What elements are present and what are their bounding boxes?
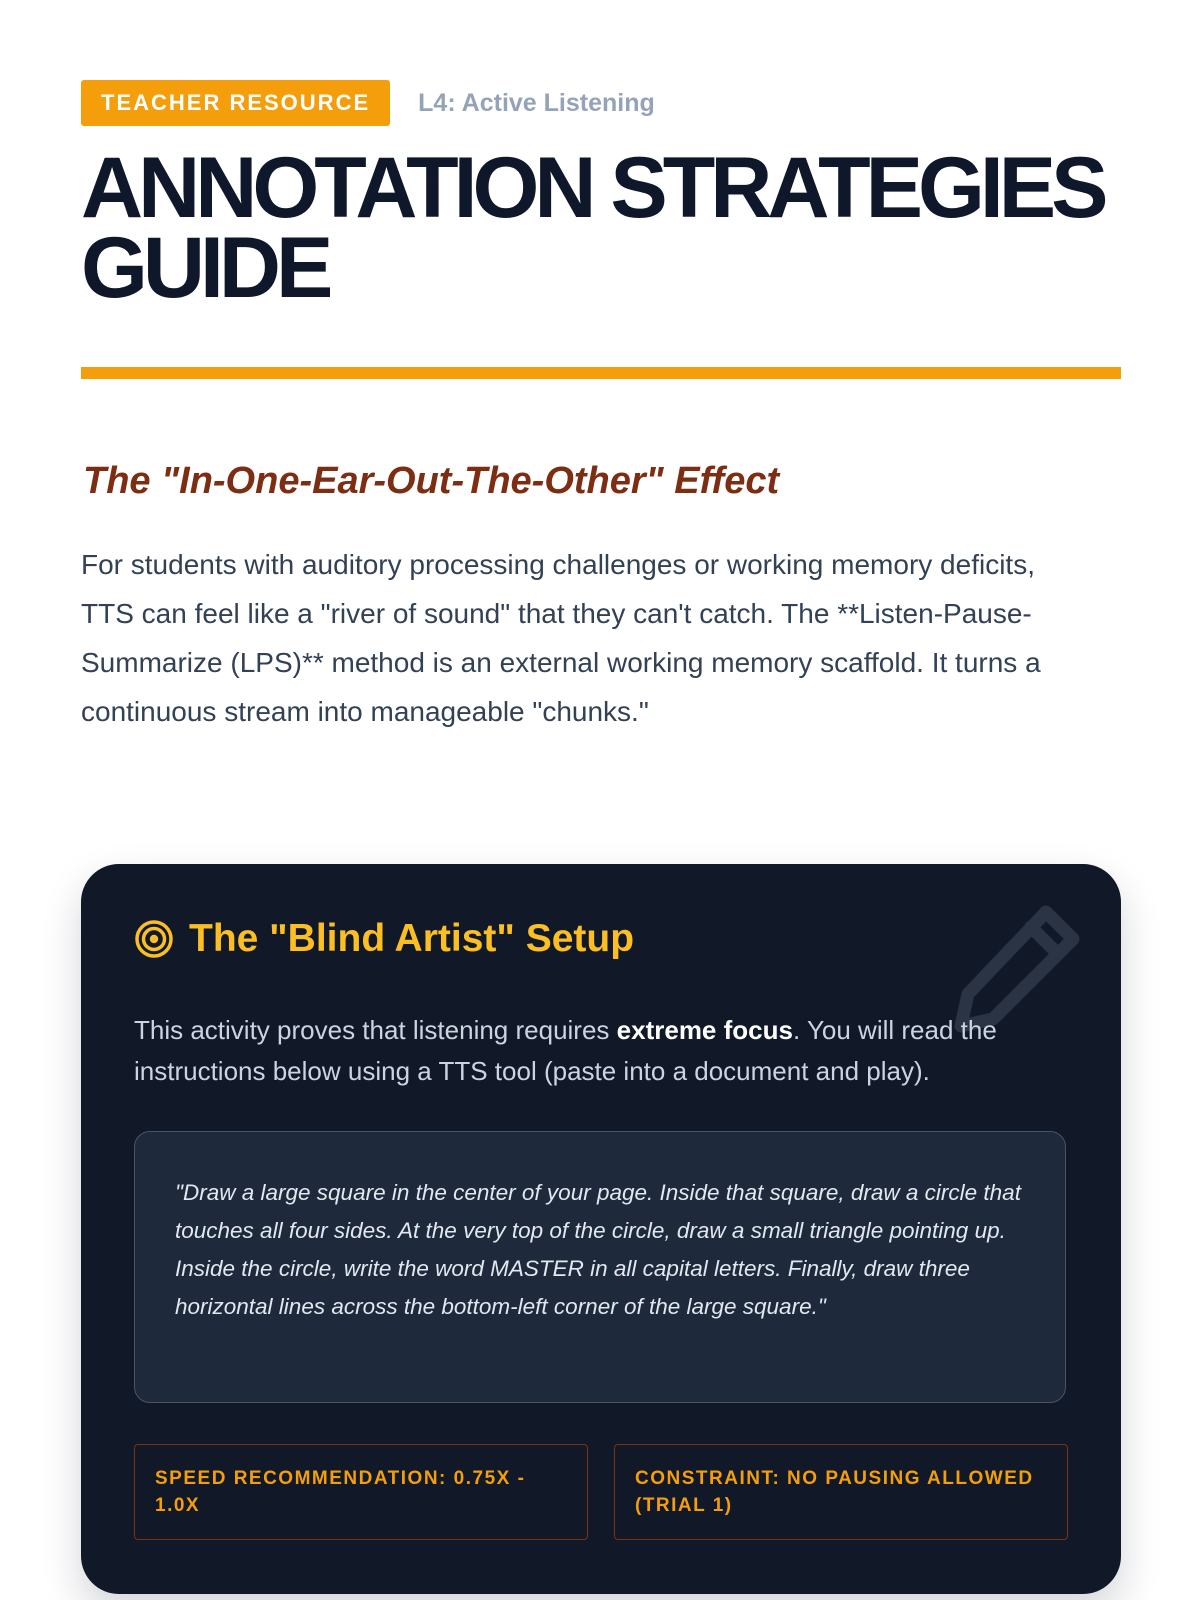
page-content: [81, 80, 1121, 727]
instructions-quote: "Draw a large square in the center of your page. Inside that square, draw a circle that touches all four sides. At the very top of the circle, draw a small triangle pointing up. Inside the circle, write the word MASTER in all capital letters. Finally, draw three horizontal lines across the bottom-left corner of the large square.": [175, 1180, 1021, 1319]
accent-divider: [81, 367, 1121, 379]
speed-recommendation-note: SPEED RECOMMENDATION: 0.75X - 1.0X: [134, 1444, 588, 1540]
section-heading: The "In-One-Ear-Out-The-Other" Effect: [83, 460, 780, 502]
card-title: The "Blind Artist" Setup: [189, 917, 635, 960]
lesson-label: L4: Active Listening: [418, 88, 655, 117]
page-title: [81, 140, 1121, 316]
meta-row: [81, 80, 1121, 126]
constraint-note: CONSTRAINT: NO PAUSING ALLOWED (TRIAL 1): [614, 1444, 1068, 1540]
blind-artist-card: [81, 864, 1121, 1594]
intro-paragraph: For students with auditory processing challenges or working memory deficits, TTS can feel like a "river of sound" that they can't catch. The **Listen-Pause-Summarize (LPS)** method is an external working memory scaffold. It turns a continuous stream into manageable "chunks.": [81, 549, 1041, 727]
resource-badge: TEACHER RESOURCE: [81, 80, 390, 126]
desc-text-start: This activity proves that listening requires: [134, 1015, 617, 1045]
card-description: [134, 1010, 1074, 1092]
title-line-2: GUIDE: [81, 220, 329, 316]
card-heading: [134, 917, 634, 961]
instructions-quote-box: [134, 1131, 1066, 1403]
title-line-1: ANNOTATION STRATEGIES: [81, 140, 1104, 236]
desc-emphasis: extreme focus: [616, 1015, 793, 1045]
desc-text-end: . You will read the instructions below using a TTS tool (paste into a document and play).: [134, 1015, 997, 1086]
target-icon: [134, 919, 174, 959]
